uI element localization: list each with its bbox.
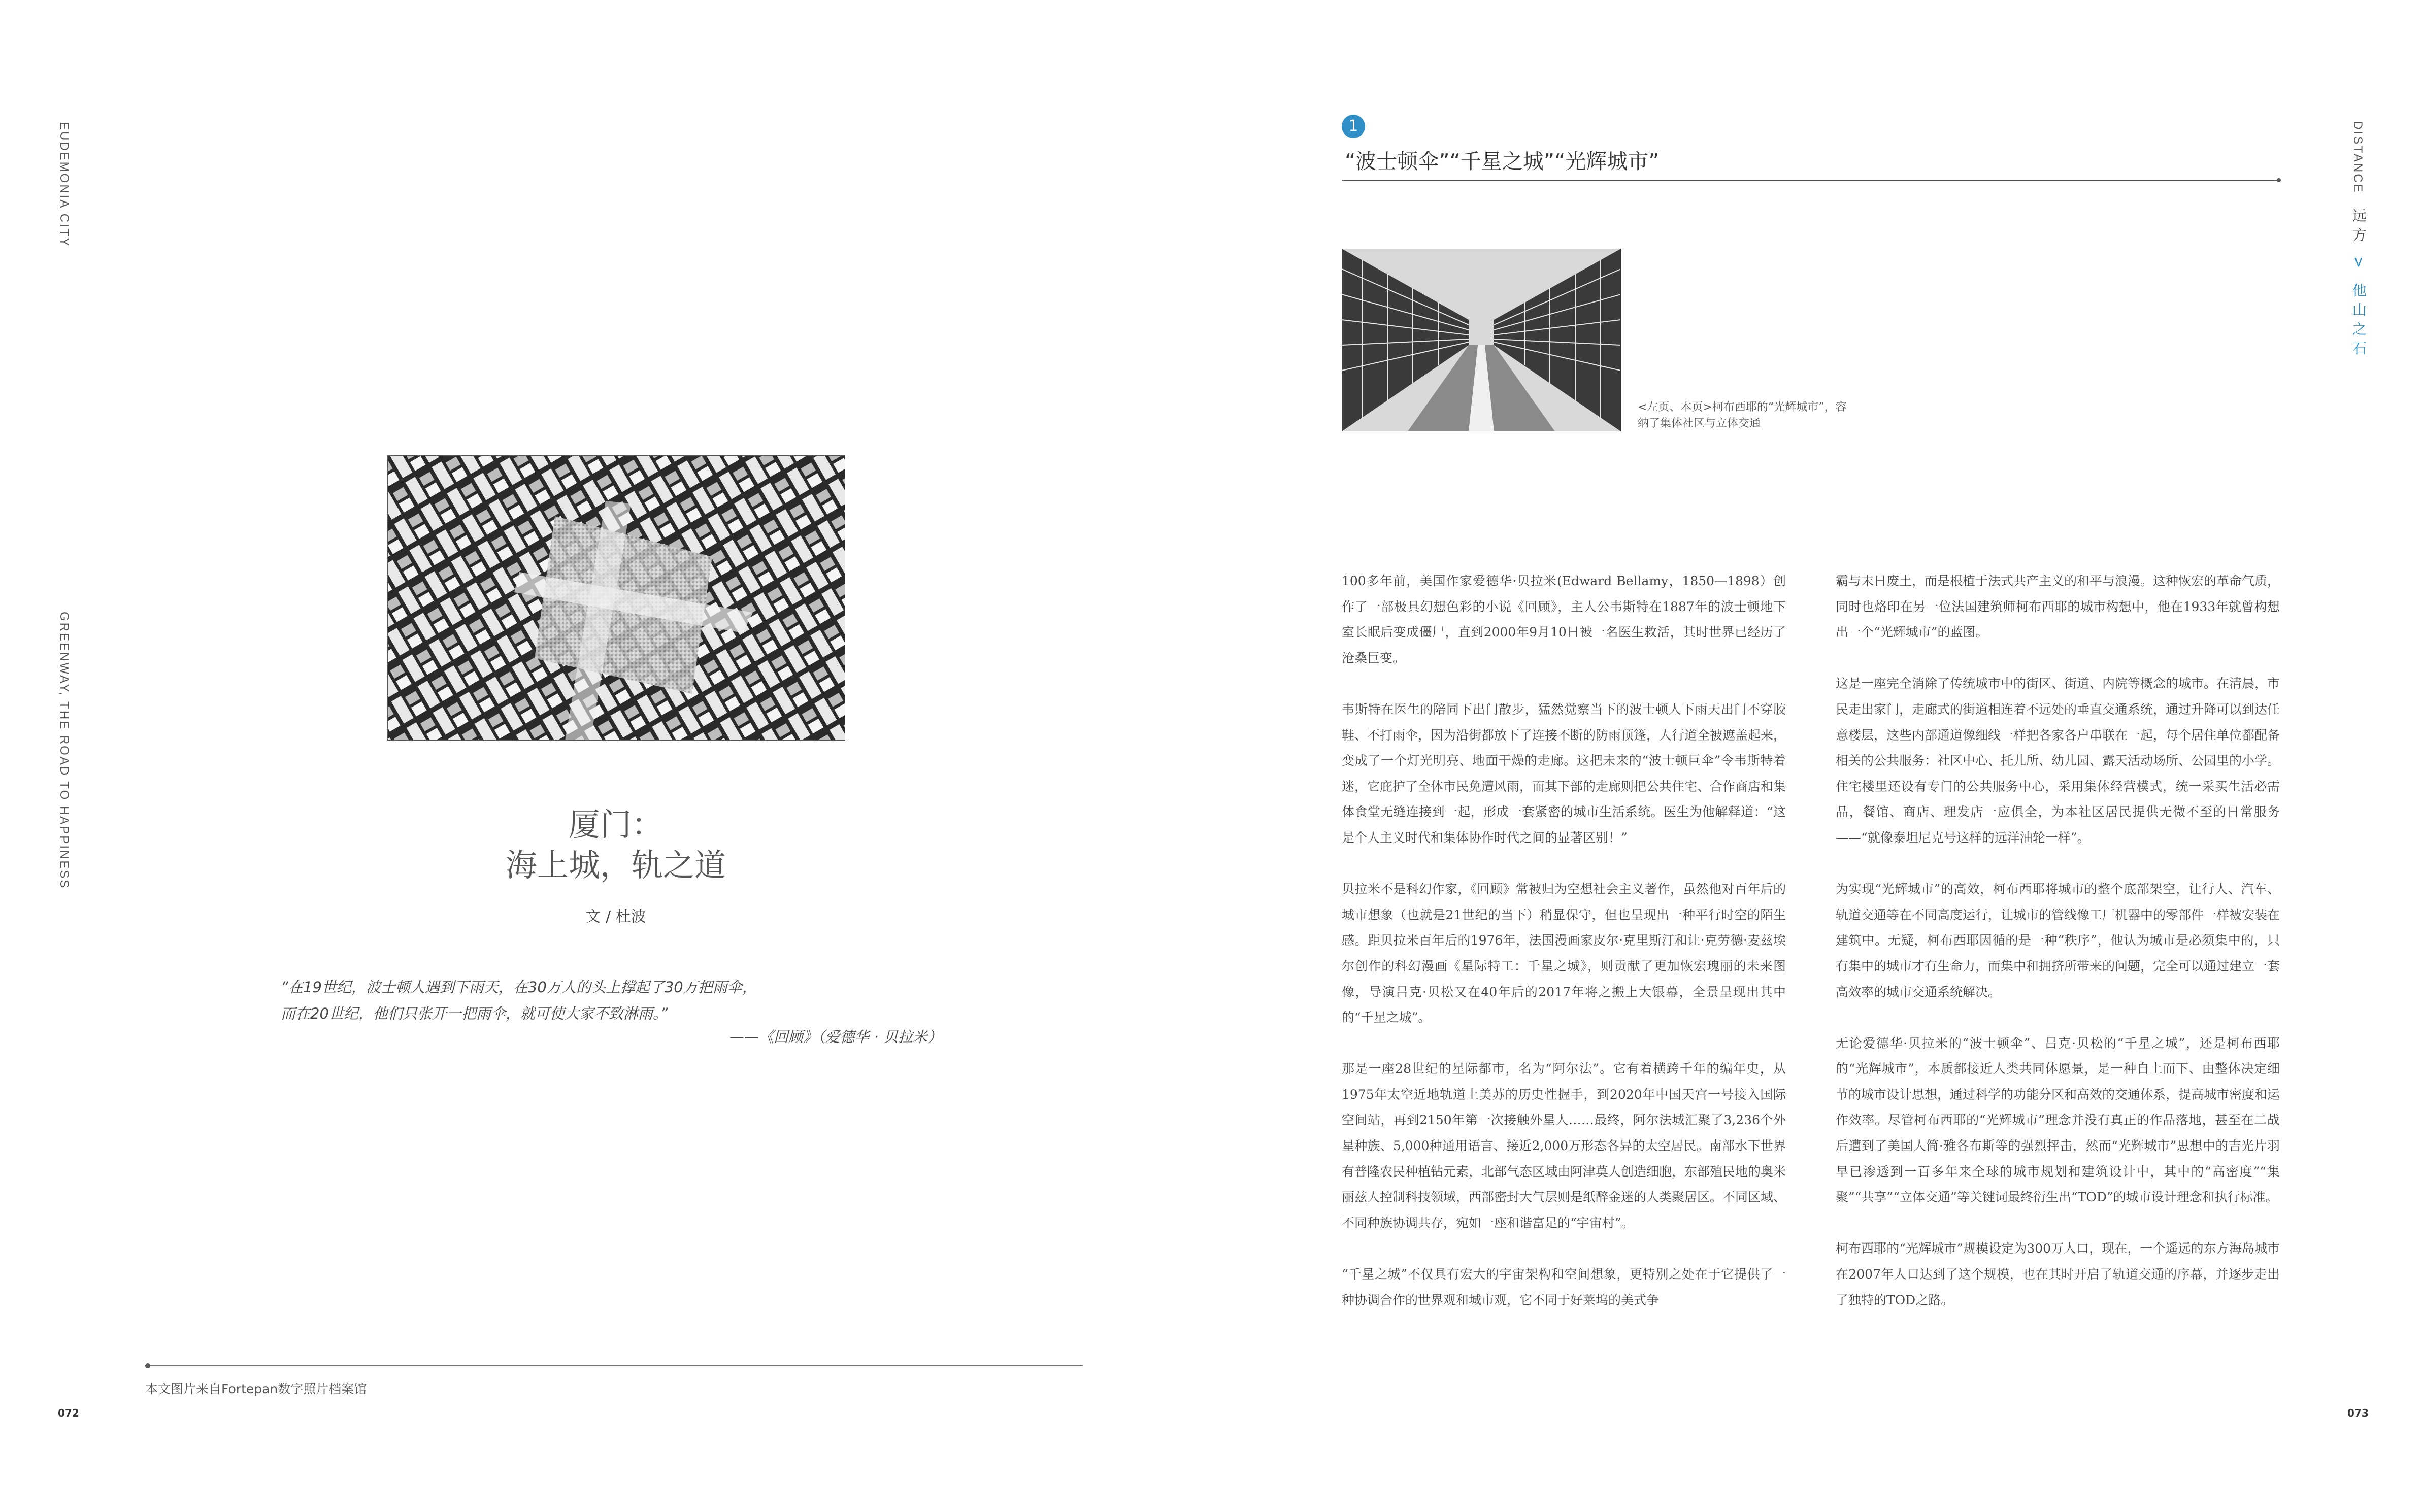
paragraph: 这是一座完全消除了传统城市中的街区、街道、内院等概念的城市。在清晨，市民走出家门，走廊式的街道相连着不远处的垂直交通系统，通过升降可以到达任意楼层，这些内部通道像细线一样把各家各户串联在一起，每个居住单位都配备相关的公共服务：社区中心、托儿所、幼儿园、露天活动场所、公园里的小学。住宅楼里还设有专门的公共服务中心，采用集体经营模式，统一采买生活必需品，餐馆、商店、理发店一应俱全，为本社区居民提供无微不至的日常服务——“就像泰坦尼克号这样的远洋油轮一样”。 [1836, 676, 2280, 845]
article-title-line1: 厦门： [568, 806, 663, 843]
section-nav-current: 他山之石 [2350, 283, 2367, 360]
paragraph: 无论爱德华·贝拉米的“波士顿伞”、吕克·贝松的“千星之城”，还是柯布西耶的“光辉城市”，本质都接近人类共同体愿景，是一种自上而下、由整体决定细节的城市设计思想，通过科学的功能分区和高效的交通体系，提高城市密度和运作效率。尽管柯布西耶的“光辉城市”理念并没有真正的作品落地，甚至在二战后遭到了美国人简·雅各布斯等的强烈抨击，然而“光辉城市”思想中的吉光片羽早已渗透到一百多年来全球的城市规划和建筑设计中，其中的“高密度”“集聚”“共享”“立体交通”等关键词最终衍生出“TOD”的城市设计理念和执行标准。 [1836, 1035, 2280, 1205]
author-byline: 文 / 杜波 [585, 908, 646, 926]
running-head-distance: DISTANCE [2351, 121, 2365, 194]
paragraph: 韦斯特在医生的陪同下出门散步，猛然觉察当下的波士顿人下雨天出门不穿胶鞋、不打雨伞，因为沿街都放下了连接不断的防雨顶篷，人行道全被遮盖起来，变成了一个灯光明亮、地面干燥的走廊。这把未来的“波士顿巨伞”令韦斯特着迷，它庇护了全体市民免遭风雨，而其下部的走廊则把公共住宅、合作商店和集体食堂无缝连接到一起，形成一套紧密的城市生活系统。医生为他解释道：“这是个人主义时代和集体协作时代之间的显著区别！” [1342, 701, 1786, 845]
section-number-badge: 1 [1342, 115, 1365, 138]
paragraph: 贝拉米不是科幻作家，《回顾》常被归为空想社会主义著作，虽然他对百年后的城市想象（也就是21世纪的当下）稍显保守，但也呈现出一种平行时空的陌生感。距贝拉米百年后的1976年，法国漫画家皮尔·克里斯汀和让·克劳德·麦兹埃尔创作的科幻漫画《星际特工：千星之城》，则贡献了更加恢宏瑰丽的未来图像，导演吕克·贝松又在40年后的2017年将之搬上大银幕，全景呈现出其中的“千星之城”。 [1342, 882, 1786, 1025]
section-title: “波士顿伞”“千星之城”“光辉城市” [1345, 149, 1660, 174]
paragraph: 柯布西耶的“光辉城市”规模设定为300万人口，现在，一个遥远的东方海岛城市在2007年人口达到了这个规模，也在其时开启了轨道交通的序幕，并逐步走出了独特的TOD之路。 [1836, 1241, 2280, 1307]
body-column-2 [1836, 568, 2280, 1339]
epigraph-line1: “在19世纪，波士顿人遇到下雨天，在30万人的头上撑起了30万把雨伞， [281, 979, 757, 996]
epigraph-source: ——《回顾》（爱德华 · 贝拉米） [729, 1028, 942, 1046]
paragraph: 为实现“光辉城市”的高效，柯布西耶将城市的整个底部架空，让行人、汽车、轨道交通等在不同高度运行，让城市的管线像工厂机器中的零部件一样被安装在建筑中。无疑，柯布西耶因循的是一种“秩序”，他认为城市是必须集中的，只有集中的城市才有生命力，而集中和拥挤所带来的问题，完全可以通过建立一套高效率的城市交通系统解决。 [1836, 882, 2280, 999]
section-nav-label [2348, 208, 2369, 360]
running-head-greenway: GREENWAY, THE ROAD TO HAPPINESS [57, 612, 71, 890]
paragraph: “千星之城”不仅具有宏大的宇宙架构和空间想象，更特别之处在于它提供了一种协调合作的世界观和城市观，它不同于好莱坞的美式争 [1342, 1267, 1786, 1307]
page-number-left: 072 [58, 1407, 79, 1419]
photo-credit: 本文图片来自Fortepan数字照片档案馆 [145, 1382, 367, 1396]
epigraph-line2: 而在20世纪，他们只张开一把雨伞，就可使大家不致淋雨。” [281, 1005, 668, 1022]
aerial-city-photo [387, 455, 845, 741]
running-head-eudemonia: EUDEMONIA CITY [57, 122, 71, 248]
article-title-line2: 海上城，轨之道 [505, 847, 726, 884]
body-column-1 [1342, 568, 1786, 1339]
radiant-city-photo [1342, 249, 1621, 431]
section-rule [1342, 180, 2280, 181]
page-number-right: 073 [2347, 1407, 2369, 1419]
section-nav-prefix: 远方 [2350, 208, 2367, 247]
paragraph: 100多年前，美国作家爱德华·贝拉米(Edward Bellamy，1850—1898）创作了一部极具幻想色彩的小说《回顾》，主人公韦斯特在1887年的波士顿地下室长眠后变成僵尸，直到2000年9月10日被一名医生救活，其时世界已经历了沧桑巨变。 [1342, 574, 1786, 665]
footer-rule [145, 1365, 1083, 1366]
paragraph: 霸与末日废土，而是根植于法式共产主义的和平与浪漫。这种恢宏的革命气质，同时也烙印在另一位法国建筑师柯布西耶的城市构想中，他在1933年就曾构想出一个“光辉城市”的蓝图。 [1836, 574, 2280, 640]
photo-caption: <左页、本页>柯布西耶的“光辉城市”，容纳了集体社区与立体交通 [1638, 401, 1847, 430]
paragraph: 那是一座28世纪的星际都市，名为“阿尔法”。它有着横跨千年的编年史，从1975年太空近地轨道上美苏的历史性握手，到2020年中国天宫一号接入国际空间站，再到2150年第一次接触外星人……最终，阿尔法城汇聚了3,236个外星种族、5,000种通用语言、接近2,000万形态各异的太空居民。南部水下世界有普隆农民种植钻元素，北部气态区域由阿津莫人创造细胞，东部殖民地的奥米丽兹人控制科技领域，西部密封大气层则是纸醉金迷的人类聚居区。不同区域、不同种族协调共存，宛如一座和谐富足的“宇宙村”。 [1342, 1061, 1786, 1230]
section-nav-arrow: > [2350, 256, 2367, 274]
